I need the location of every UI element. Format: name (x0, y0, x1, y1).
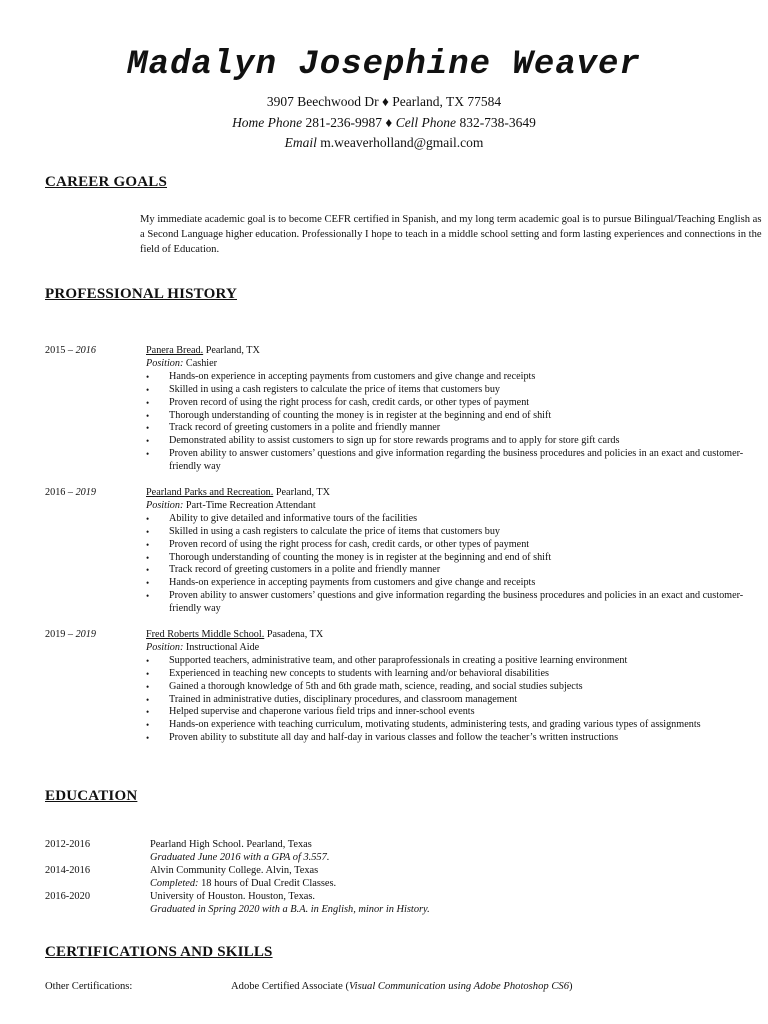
job-entry (45, 487, 763, 616)
job-duties (146, 513, 763, 616)
professional-history-heading: PROFESSIONAL HISTORY (45, 286, 237, 302)
education-years: 2016-2020 (45, 891, 91, 902)
education-school: Pearland High School. Pearland, Texas (150, 839, 312, 850)
education-entry (45, 864, 745, 890)
job-position: Position: Cashier (146, 357, 218, 369)
job-entry (45, 629, 763, 745)
phone-line (0, 115, 768, 131)
email-label: Email (284, 135, 317, 150)
education-note: Graduated June 2016 with a GPA of 3.557. (150, 852, 330, 863)
job-position: Position: Instructional Aide (146, 641, 260, 653)
address-line: 3907 Beechwood Dr ♦ Pearland, TX 77584 (266, 94, 502, 109)
job-employer: Panera Bread. Pearland, TX (146, 345, 260, 356)
list-item: • Proven ability to substitute all day and half-day in various classes and follow the teacher’s written instructions (146, 732, 619, 744)
education-years: 2012-2016 (45, 839, 91, 850)
certifications-value: Adobe Certified Associate (Visual Communication using Adobe Photoshop CS6) (231, 981, 573, 992)
education-entry (45, 890, 745, 916)
list-item: • Ability to give detailed and informative tours of the facilities (146, 512, 418, 524)
list-item: • Hands-on experience with teaching curriculum, motivating students, administering tests, and grading various types of assignments (146, 719, 701, 731)
list-item: • Skilled in using a cash registers to calculate the price of items that customers buy (146, 525, 501, 537)
list-item: • Helped supervise and chaperone various field trips and inner-school events (146, 706, 475, 718)
job-duties (146, 371, 763, 474)
list-item: • Proven ability to answer customers’ questions and give information regarding the business procedures and policies in an exact and customer-friendly way (146, 448, 744, 473)
list-item: • Skilled in using a cash registers to calculate the price of items that customers buy (146, 383, 501, 395)
list-item: • Gained a thorough knowledge of 5th and 6th grade math, science, reading, and social studies subjects (146, 680, 583, 692)
job-years: 2015 – 2016 (45, 345, 96, 356)
list-item: • Track record of greeting customers in a polite and friendly manner (146, 422, 441, 434)
list-item: • Track record of greeting customers in a polite and friendly manner (146, 564, 441, 576)
education-entry (45, 838, 745, 864)
home-phone: 281-236-9987 (305, 115, 383, 130)
education-note: Graduated in Spring 2020 with a B.A. in English, minor in History. (150, 904, 430, 915)
list-item: • Experienced in teaching new concepts to students with learning and/or behavioral disabilities (146, 667, 549, 679)
separator: ♦ (385, 115, 393, 130)
job-duties (146, 655, 763, 745)
education-note: Completed: 18 hours of Dual Credit Classes. (150, 878, 337, 889)
job-position: Position: Part-Time Recreation Attendant (146, 499, 316, 511)
career-goals-text: My immediate academic goal is to become CEFR certified in Spanish, and my long term academic goal is to pursue Bilingual/Teaching English as a Second Language higher education. Professionally I hope to teach in a middle school setting and form lasting experiences and connections in the field of Education. (140, 214, 762, 255)
education-heading: EDUCATION (45, 788, 138, 804)
job-years: 2016 – 2019 (45, 487, 96, 498)
email: m.weaverholland@gmail.com (320, 135, 484, 150)
education-school: Alvin Community College. Alvin, Texas (150, 865, 319, 876)
list-item: • Trained in administrative duties, disciplinary procedures, and classroom management (146, 693, 518, 705)
certifications-heading: CERTIFICATIONS AND SKILLS (45, 944, 273, 960)
career-goals-heading: CAREER GOALS (45, 174, 168, 190)
applicant-name: Madalyn Josephine Weaver (127, 46, 641, 84)
list-item: • Proven record of using the right process for cash, credit cards, or other types of payment (146, 396, 530, 408)
cell-phone-label: Cell Phone (395, 115, 457, 130)
email-line (0, 135, 768, 151)
job-employer: Pearland Parks and Recreation. Pearland, TX (146, 487, 330, 498)
list-item: • Demonstrated ability to assist customers to sign up for store rewards programs and to apply for store gift cards (146, 435, 620, 447)
list-item: • Proven ability to answer customers’ questions and give information regarding the business procedures and policies in an exact and customer-friendly way (146, 590, 744, 615)
list-item: • Thorough understanding of counting the money is in register at the beginning and end of shift (146, 551, 552, 563)
list-item: • Supported teachers, administrative team, and other paraprofessionals in creating a positive learning environment (146, 654, 628, 666)
education-years: 2014-2016 (45, 865, 91, 876)
education-list (45, 838, 745, 916)
job-years: 2019 – 2019 (45, 629, 96, 640)
job-employer: Fred Roberts Middle School. Pasadena, TX (146, 629, 324, 640)
list-item: • Hands-on experience in accepting payments from customers and give change and receipts (146, 577, 536, 589)
job-entry (45, 345, 763, 474)
education-school: University of Houston. Houston, Texas. (150, 891, 316, 902)
cell-phone: 832-738-3649 (459, 115, 536, 130)
home-phone-label: Home Phone (232, 115, 303, 130)
list-item: • Thorough understanding of counting the money is in register at the beginning and end of shift (146, 409, 552, 421)
list-item: • Proven record of using the right process for cash, credit cards, or other types of payment (146, 538, 530, 550)
list-item: • Hands-on experience in accepting payments from customers and give change and receipts (146, 370, 536, 382)
certifications-label: Other Certifications: (45, 981, 133, 992)
